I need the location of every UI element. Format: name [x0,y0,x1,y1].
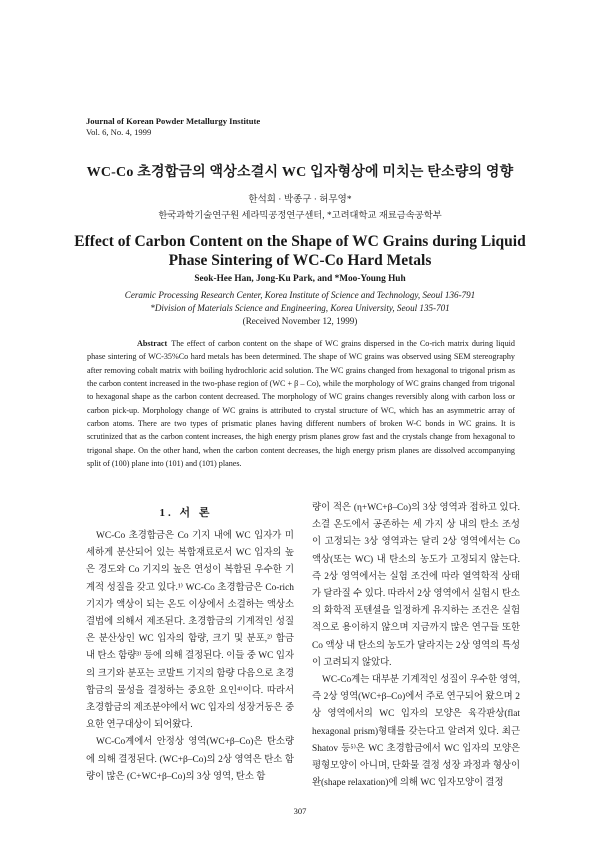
page-number: 307 [293,806,307,816]
korean-title: WC-Co 초경합금의 액상소결시 WC 입자형상에 미치는 탄소량의 영향 [86,165,514,180]
english-title-line-2: Phase Sintering of WC-Co Hard Metals [168,252,432,269]
english-authors: Seok-Hee Han, Jong-Ku Park, and *Moo-Young Huh [194,274,406,284]
journal-header [86,116,260,138]
body-column-left [86,528,294,786]
abstract [87,337,515,470]
body-paragraph: WC-Co 초경합금은 Co 기지 내에 WC 입자가 미세하게 분산되어 있는 복합재료로서 WC 입자의 높은 경도와 Co 기지의 높은 연성이 복합된 우수한 기계적 성질을 갖고 있다.¹⁾ WC-Co 초경합금은 Co-rich 기지가 액상이 되는 온도 이상에서 소결하는 액상소결법에 의해서 제조된다. 초경합금의 기계적인 성질은 분산상인 WC 입자의 함량, 크기 및 분포,²⁾ 합금 내 탄소 함량³⁾ 등에 의해 결정된다. 이들 중 WC 입자의 크기와 분포는 코발트 기지의 함량 다음으로 초경합금의 물성을 결정하는 중요한 요인⁴⁾이다. 따라서 초경합금의 제조분야에서 WC 입자의 성장거동은 중요한 연구대상이 되어왔다. [86,531,294,731]
body-paragraph: WC-Co계에서 안정상 영역(WC+β–Co)은 탄소량에 의해 결정된다. (WC+β–Co)의 2상 영역은 탄소 함량이 많은 (C+WC+β–Co)의 3상 영역, 탄소 함 [86,737,294,782]
received-date: (Received November 12, 1999) [242,316,358,326]
body-paragraph: 량이 적은 (η+WC+β–Co)의 3상 영역과 접하고 있다. 소결 온도에서 공존하는 세 가지 상 내의 탄소 조성이 고정되는 3상 영역과는 달리 2상 영역에서는 Co 액상(또는 WC) 내 탄소의 농도가 고정되지 않는다. 즉 2상 영역에서는 실험 조건에 따라 열역학적 상태가 달라질 수 있다. 따라서 2상 영역에서 실험시 탄소의 화학적 포텐셜을 일정하게 유지하는 조건은 실험적으로 용이하지 않으며 지금까지 많은 연구들 또한 Co 액상 내 탄소의 농도가 달라지는 2상 영역의 특성이 고려되지 않았다. [312,503,520,668]
journal-volume: Vol. 6, No. 4, 1999 [86,127,152,137]
english-affiliations [0,289,600,328]
korean-affiliation: 한국과학기술연구원 세라믹공정연구센터, *고려대학교 재료금속공학부 [158,211,442,221]
section-heading-introduction: 1. 서 론 [159,507,213,519]
body-paragraph: WC-Co계는 대부분 기계적인 성질이 우수한 영역, 즉 2상 영역(WC+β–Co)에서 주로 연구되어 왔으며 2상 영역에서의 WC 입자의 모양은 육각판상(flat hexagonal prism)형태를 갖는다고 알려져 있다. 최근 Shatov 등⁵⁾은 WC 초경합금에서 WC 입자의 모양은 평형모양이 아니며, 단화물 결정 성장 과정과 형상이완(shape relaxation)에 의해 WC 입자모양이 결정 [312,675,520,789]
affiliation-kist: Ceramic Processing Research Center, Korea Institute of Science and Technology, Seoul 136-791 [124,290,476,300]
abstract-label: Abstract [137,339,168,348]
english-title [60,232,540,270]
journal-name: Journal of Korean Powder Metallurgy Institute [86,116,261,126]
korean-authors: 한석희 · 박종구 · 허무영* [248,195,352,205]
abstract-text: The effect of carbon content on the shape of WC grains dispersed in the Co-rich matrix during liquid phase sintering of WC-35%Co hard metals has been determined. The shape of WC grains was observed using SEM stereography after removing cobalt matrix with boiling hydrochloric acid solution. The WC grains changed from hexagonal to trigonal prism as the carbon content increased in the two-phase region of (WC + β – Co), while the morphology of WC grains changed from trigonal to hexagonal shape as the carbon content decreased. The morphology of WC grains changes reversibly along with carbon loss or carbon pick-up. Morphology change of WC grains is attributed to crystal structure of WC, which has an asymmetric array of carbon atoms. There are two types of prismatic planes having different numbers of broken W-C bonds in WC grains. It is scrutinized that as the carbon content increases, the high energy prism planes grow fast and the crystals change from hexagonal to trigonal shape. On the other hand, when the carbon content decreases, the high energy prism planes are dissolved accompanying split of (100) plane into (101) and (10̄1) planes. [87,339,515,469]
english-title-line-1: Effect of Carbon Content on the Shape of WC Grains during Liquid [74,233,526,250]
body-column-right [312,500,520,792]
affiliation-korea-university: *Division of Materials Science and Engineering, Korea University, Seoul 135-701 [150,303,450,313]
